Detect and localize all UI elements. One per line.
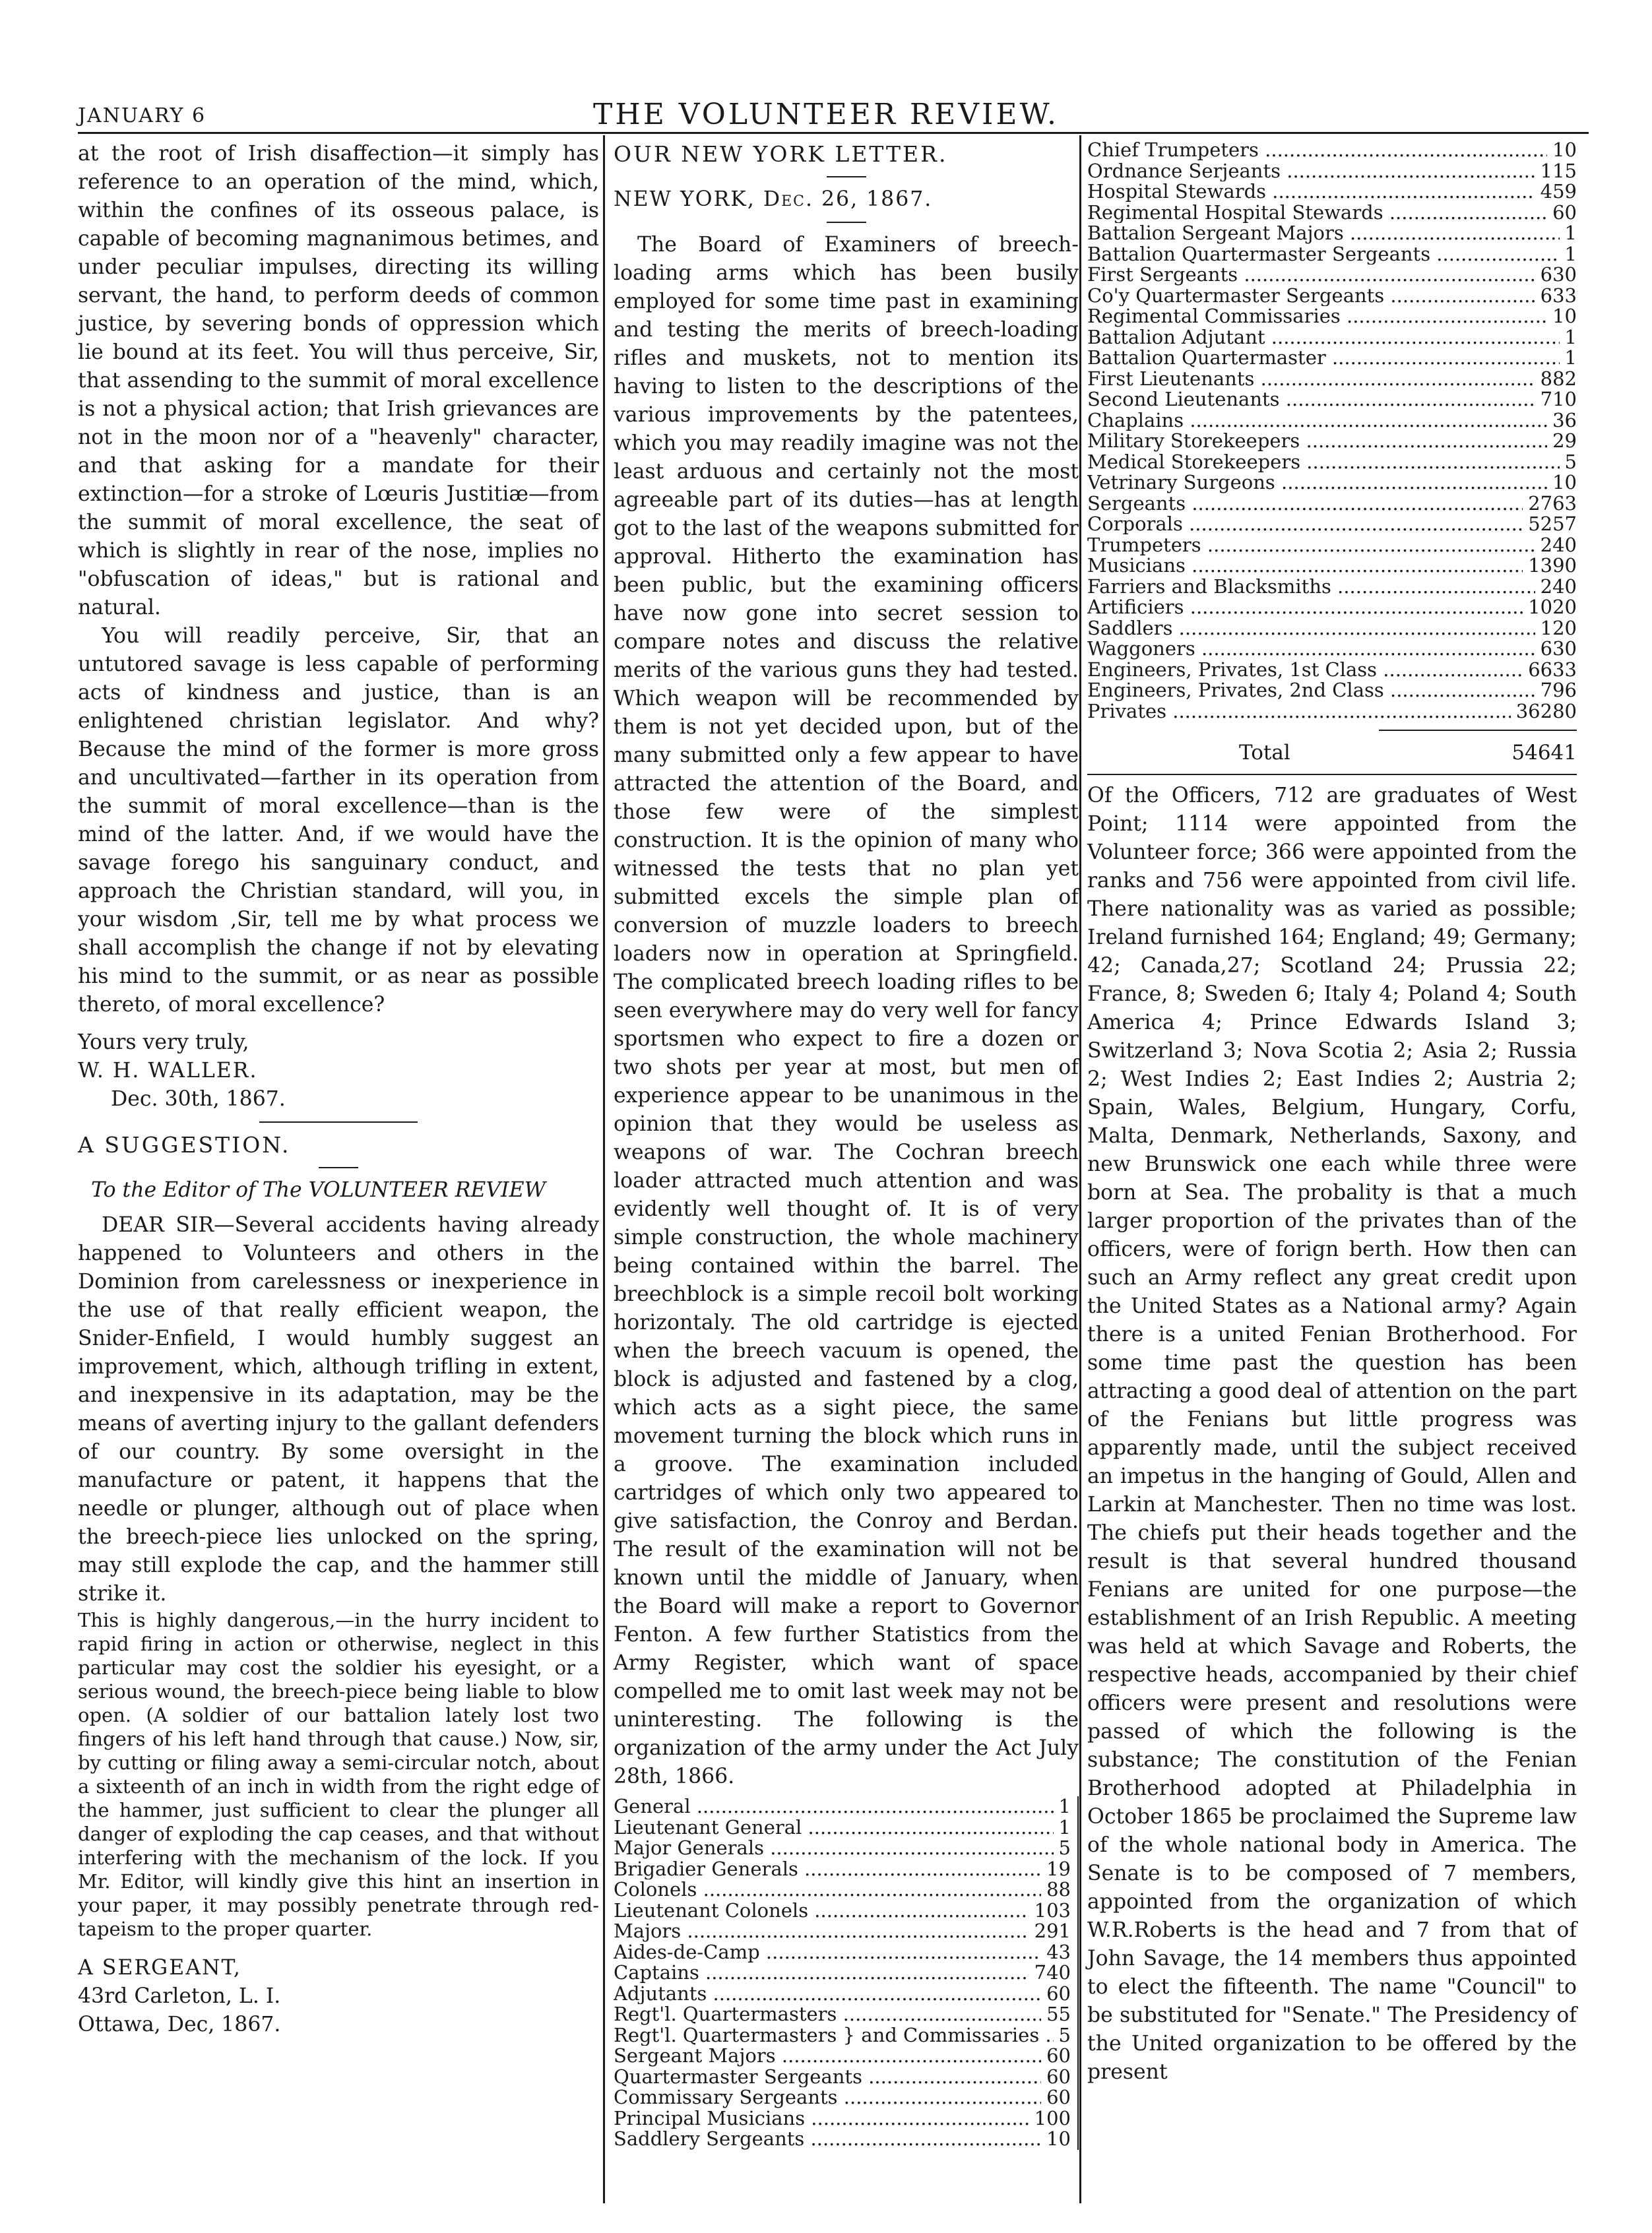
stat-value: 120 <box>1540 616 1577 639</box>
stat-label: Vetrinary Surgeons ..... <box>1087 472 1547 493</box>
stat-value: 740 <box>1034 1961 1071 1984</box>
paragraph: DEAR SIR—Several accidents having already happened to Volunteers and others in the Dominion from carelessness or inexperience in the use of that really efficient weapon, the Snider-Enfield, I would humbly suggest an improvement, which, although trifling in extent, and inexpensive in its adaptation, may be the means of averting injury to the gallant defenders of our country. By some oversight in the manufacture or patent, it happens that the needle or plunger, although out of place when the breech-piece lies unlocked on the spring, may still explode the cap, and the hammer still strike it. <box>78 1213 599 1606</box>
stat-label: Waggoners ..... <box>1087 639 1535 660</box>
stat-value: 1 <box>1564 242 1577 265</box>
stat-label: Artificiers ..... <box>1087 597 1523 618</box>
stat-row <box>1087 161 1577 182</box>
stat-label: Musicians ..... <box>1087 555 1523 577</box>
stat-value: 633 <box>1540 284 1577 307</box>
paragraph: The Board of Examiners of breech-loading arms which has been busily employed for some time past in examining and testing the merits of breech-loading rifles and muskets, not to mention its having to listen to the descriptions of the various improvements by the patentees, which you may readily imagine was not the least arduous and certainly not the most agreeable part of its duties—has at length got to the last of the weapons submitted for approval. Hitherto the examination has been public, but the examining officers have now gone into secret session to compare notes and discuss the relative merits of the various guns they had tested. Which weapon will be recommended by them is not yet decided upon, but of the many submitted only a few appear to have attracted the attention of the Board, and those few were of the simplest construction. It is the opinion of many who witnessed the tests that no plan yet submitted excels the simple plan of conversion of muzzle loaders to breech loaders now in operation at Springfield. The complicated breech loading rifles to be seen everywhere may do very well for fancy sportsmen who expect to fire a dozen or two shots per year at most, but men of experience appear to be unanimous in the opinion that they would be useless as weapons of war. The Cochran breech loader attracted much attention and was evidently well thought of. It is of very simple construction, the whole machinery being contained within the barrel. The breechblock is a simple recoil bolt working horizontaly. The old cartridge is ejected when the breech vacuum is opened, the block is adjusted and fastened by a clog, which acts as a sight piece, the same movement turning the block which runs in a groove. The examination included cartridges of which only two appeared to give satisfaction, the Conroy and Berdan. The result of the examination will not be known until the middle of January, when the Board will make a report to Governor Fenton. A few further Statistics from the Army Register, which want of space compelled me to omit last week may not be uninteresting. The following is the organization of the army under the Act July 28th, 1866. <box>614 233 1079 1788</box>
stat-row <box>614 1984 1071 2005</box>
stat-value: 630 <box>1540 263 1577 286</box>
stat-value: 36 <box>1552 408 1577 431</box>
stat-label: Ordnance Serjeants ..... <box>1087 161 1535 182</box>
stat-value: 36280 <box>1515 699 1577 722</box>
stat-label: Major Generals ..... <box>614 1838 1054 1859</box>
column-middle <box>614 140 1079 2150</box>
signature-line: A SERGEANT, <box>78 1956 241 1980</box>
stat-row <box>1087 493 1577 515</box>
column-left <box>78 140 599 2039</box>
column-right <box>1087 140 1577 2087</box>
stat-row <box>1087 680 1577 701</box>
letter-signature: W. H. WALLER. <box>78 1059 258 1083</box>
stat-label: Saddlers ..... <box>1087 618 1535 639</box>
stat-row <box>614 1921 1071 1942</box>
stat-row <box>614 1817 1071 1839</box>
stat-label: First Sergeants ..... <box>1087 265 1535 286</box>
stat-label: Lieutenant Colonels ..... <box>614 1901 1029 1922</box>
stat-label: Colonels ..... <box>614 1879 1041 1901</box>
stat-label: Second Lieutenants ..... <box>1087 389 1535 410</box>
stat-label: Brigadier Generals ..... <box>614 1859 1041 1880</box>
stat-label: Saddlery Sergeants ..... <box>614 2129 1041 2150</box>
section-rule <box>827 176 866 177</box>
stat-label: Battalion Quartermaster ..... <box>1087 348 1560 369</box>
paragraph: at the root of Irish disaffection—it simply has reference to an operation of the mind, which, within the confines of its osseous palace, is capable of becoming magnanimous betimes, and under peculiar impulses, directing its willing servant, the hand, to perform deeds of common justice, by severing bonds of oppression which lie bound at its feet. You will thus perceive, Sir, that assending to the summit of moral excellence is not a physical action; that Irish grievances are not in the moon nor of a "heavenly" character, and that asking for a mandate for their extinction—for a stroke of Lœuris Justitiæ—from the summit of moral excellence, the seat of which is slightly in rear of the nose, implies no "obfuscation of ideas," but is rational and natural. <box>78 142 599 619</box>
stat-label: Sergeant Majors ..... <box>614 2046 1041 2067</box>
stat-label: Regimental Hospital Stewards ..... <box>1087 203 1547 224</box>
stat-row <box>614 2067 1071 2088</box>
stat-value: 10 <box>1046 2127 1071 2150</box>
stat-value: 2763 <box>1528 491 1577 515</box>
stat-row <box>614 2025 1071 2046</box>
paragraph: You will readily perceive, Sir, that an untutored savage is less capable of performing acts of kindness and justice, than is an enlightened christian legislator. And why? Because the mind of the former is more gross and uncultivated—farther in its operation from the summit of moral excellence—than is the mind of the latter. And, if we would have the savage forego his sanguinary conduct, and approach the Christian standard, will you, in your wisdom ,Sir, tell me by what process we shall accomplish the change if not by elevating his mind to the summit, or as near as possible thereto, of moral excellence? <box>78 624 599 1017</box>
stat-label: Corporals ..... <box>1087 514 1523 535</box>
stat-row <box>614 2087 1071 2108</box>
stat-value: 459 <box>1540 180 1577 203</box>
article-heading: OUR NEW YORK LETTER. <box>614 141 948 167</box>
dateline: NEW YORK, Dec. 26, 1867. <box>614 187 933 211</box>
stat-label: Chief Trumpeters ..... <box>1087 140 1547 161</box>
stat-label: Sergeants ..... <box>1087 493 1523 515</box>
stat-label: Battalion Adjutant ..... <box>1087 327 1560 348</box>
stat-label: Hospital Stewards ..... <box>1087 181 1535 203</box>
column-divider <box>603 135 605 2203</box>
stat-row <box>1087 140 1577 161</box>
stat-row <box>1087 181 1577 203</box>
stat-row <box>1087 618 1577 639</box>
total-label: Total <box>1239 741 1290 765</box>
stat-value: 630 <box>1540 637 1577 660</box>
stat-row <box>1087 660 1577 681</box>
total-value: 54641 <box>1511 741 1577 765</box>
letter-date: Dec. 30th, 1867. <box>111 1087 286 1111</box>
stat-row <box>1087 452 1577 473</box>
stat-value: 882 <box>1540 367 1577 390</box>
stat-value: 1 <box>1058 1815 1071 1839</box>
stat-label: Battalion Quartermaster Sergeants ..... <box>1087 244 1560 265</box>
stat-row <box>1087 369 1577 390</box>
stat-row <box>1087 389 1577 410</box>
header-title: THE VOLUNTEER REVIEW. <box>592 98 1060 131</box>
stat-row <box>1087 597 1577 618</box>
stat-row <box>1087 555 1577 577</box>
stat-row <box>1087 472 1577 493</box>
stat-row <box>1087 639 1577 660</box>
stat-label: Chaplains ..... <box>1087 410 1547 431</box>
stat-label: General ..... <box>614 1796 1054 1817</box>
stat-value: 10 <box>1552 471 1577 493</box>
stat-value: 1390 <box>1528 554 1577 577</box>
stat-row <box>1087 223 1577 244</box>
stat-value: 55 <box>1046 2003 1071 2025</box>
stat-label: Commissary Sergeants ..... <box>614 2087 1041 2108</box>
stat-row <box>614 2046 1071 2067</box>
stat-label: Regimental Commissaries ..... <box>1087 306 1547 327</box>
stat-row <box>1087 431 1577 452</box>
stat-label: Quartermaster Sergeants ..... <box>614 2067 1041 2088</box>
stat-value: 240 <box>1540 575 1577 598</box>
salutation: To the Editor of The VOLUNTEER REVIEW <box>91 1178 546 1202</box>
stat-row <box>1087 265 1577 286</box>
stat-row <box>1087 286 1577 307</box>
stat-row <box>1087 577 1577 598</box>
stat-row <box>614 1796 1071 1817</box>
stat-value: 5 <box>1058 1837 1071 1859</box>
stat-label: Aides-de-Camp ..... <box>614 1942 1041 1963</box>
stat-value: 88 <box>1046 1878 1071 1901</box>
army-stats-table <box>614 1796 1079 2150</box>
stat-value: 1 <box>1564 222 1577 244</box>
stat-value: 19 <box>1046 1857 1071 1880</box>
stat-row <box>1087 203 1577 224</box>
stat-value: 10 <box>1552 305 1577 327</box>
stat-value: 115 <box>1540 159 1577 182</box>
stat-label: Medical Storekeepers ..... <box>1087 452 1560 473</box>
stat-label: Privates ..... <box>1087 701 1511 722</box>
stat-row <box>1087 701 1577 722</box>
stat-label: Principal Musicians ..... <box>614 2108 1029 2129</box>
section-rule <box>827 222 866 223</box>
section-rule <box>1087 774 1577 775</box>
stat-label: Majors ..... <box>614 1921 1029 1942</box>
stat-row <box>614 2108 1071 2129</box>
header-date: JANUARY 6 <box>78 104 206 127</box>
stat-row <box>1087 306 1577 327</box>
paragraph: This is highly dangerous,—in the hurry incident to rapid firing in action or otherwise, neglect in this particular may cost the soldier his eyesight, or a serious wound, the breech-piece being liable to blow open. (A soldier of our battalion lately lost two fingers of his left hand through that cause.) Now, sir, by cutting or filing away a semi-circular notch, about a sixteenth of an inch in width from the right edge of the hammer, just sufficient to clear the plunger all danger of exploding the cap ceases, and that without interfering with the mechanism of the lock. If you Mr. Editor, will kindly give this hint an insertion in your paper, it may possibly penetrate through red-tapeism to the proper quarter. <box>78 1609 599 1940</box>
stat-label: Co'y Quartermaster Sergeants ..... <box>1087 286 1535 307</box>
stat-label: Adjutants ..... <box>614 1984 1041 2005</box>
stat-row <box>614 2129 1071 2150</box>
stat-row <box>614 1859 1071 1880</box>
stat-row <box>1087 410 1577 431</box>
stat-value: 710 <box>1540 388 1577 410</box>
stat-label: Captains ..... <box>614 1963 1029 1984</box>
stat-label: Lieutenant General ..... <box>614 1817 1054 1839</box>
stat-value: 60 <box>1046 1982 1071 2005</box>
total-rule <box>1379 730 1577 731</box>
stat-label: Engineers, Privates, 2nd Class ..... <box>1087 680 1535 701</box>
stat-row <box>1087 327 1577 348</box>
paragraph: Of the Officers, 712 are graduates of West Point; 1114 were appointed from the Volunteer force; 366 were appointed from the ranks and 756 were appointed from civil life. There nationality was as varied as possible; Ireland furnished 164; England; 49; Germany; 42; Canada,27; Scotland 24; Prussia 22; France, 8; Sweden 6; Italy 4; Poland 4; South America 4; Prince Edwards Island 3; Switzerland 3; Nova Scotia 2; Asia 2; Russia 2; West Indies 2; East Indies 2; Austria 2; Spain, Wales, Belgium, Hungary, Corfu, Malta, Denmark, Netherlands, Saxony, and new Brunswick one each while three were born at Sea. The probality is that a much larger proportion of the privates than of the officers, were of forign berth. How then can such an Army reflect any great credit upon the United States as a National army? Again there is a united Fenian Brotherhood. For some time past the question has been attracting a good deal of attention on the part of the Fenians but little progress was apparently made, until the subject received an impetus in the hanging of Gould, Allen and Larkin at Manchester. Then no time was lost. The chiefs put their heads together and the result is that several hundred thousand Fenians are united for one purpose—the establishment of an Irish Republic. A meeting was held at which Savage and Roberts, the respective heads, accompanied by their chief officers were present and resolutions were passed of which the following is the substance; The constitution of the Fenian Brotherhood adopted at Philadelphia in October 1865 be proclaimed the Supreme law of the whole national body in America. The Senate is to be composed of 7 members, appointed from the organization of which W.R.Roberts is the head and 7 from that of John Savage, the 14 members thus appointed to elect the fifteenth. The name "Council" to be substituted for "Senate." The Presidency of the United organization to be offered by the present <box>1087 784 1577 2084</box>
column-divider <box>1079 135 1081 2203</box>
stat-value: 60 <box>1046 2065 1071 2088</box>
stat-value: 1020 <box>1528 596 1577 618</box>
stat-row <box>614 1838 1071 1859</box>
stat-label: First Lieutenants ..... <box>1087 369 1535 390</box>
stat-value: 240 <box>1540 533 1577 556</box>
stat-value: 10 <box>1552 139 1577 161</box>
stat-row <box>614 1901 1071 1922</box>
stat-value: 103 <box>1034 1899 1071 1922</box>
stat-value: 100 <box>1034 2106 1071 2129</box>
stat-value: 29 <box>1552 429 1577 452</box>
stat-value: 6633 <box>1528 658 1577 681</box>
stat-value: 291 <box>1034 1920 1071 1942</box>
stat-value: 5257 <box>1528 513 1577 535</box>
letter-closing: Yours very truly, <box>78 1030 249 1054</box>
stat-label: Battalion Sergeant Majors ..... <box>1087 223 1560 244</box>
stat-value: 1 <box>1058 1795 1071 1817</box>
stat-value: 43 <box>1046 1940 1071 1963</box>
stat-value: 60 <box>1046 2086 1071 2108</box>
stat-label: Trumpeters ..... <box>1087 535 1535 556</box>
stat-value: 1 <box>1564 325 1577 348</box>
stat-label: Regt'l. Quartermasters ..... <box>614 2004 1041 2025</box>
stat-row <box>1087 348 1577 369</box>
section-rule <box>319 1167 358 1168</box>
stat-label: Engineers, Privates, 1st Class ..... <box>1087 660 1523 681</box>
stat-row <box>614 1942 1071 1963</box>
stat-value: 796 <box>1540 679 1577 701</box>
place-date: Ottawa, Dec, 1867. <box>78 2013 281 2036</box>
stat-row <box>614 1963 1071 1984</box>
signature-line: 43rd Carleton, L. I. <box>78 1984 281 2008</box>
army-stats-table-continued <box>1087 140 1577 722</box>
stat-label: Regt'l. Quartermasters } and Commissaries ..... <box>614 2025 1054 2046</box>
stat-value: 1 <box>1564 346 1577 369</box>
stat-row <box>1087 535 1577 556</box>
stat-value: 60 <box>1552 201 1577 224</box>
stat-label: Military Storekeepers ..... <box>1087 431 1547 452</box>
stat-label: Farriers and Blacksmiths ..... <box>1087 577 1535 598</box>
stat-row <box>1087 514 1577 535</box>
stat-row <box>1087 244 1577 265</box>
stat-row <box>614 1879 1071 1901</box>
total-row <box>1087 739 1577 767</box>
section-heading: A SUGGESTION. <box>78 1132 291 1158</box>
stat-value: 5 <box>1564 450 1577 473</box>
stat-value: 5 <box>1058 2023 1071 2046</box>
stat-value: 60 <box>1046 2044 1071 2067</box>
section-rule <box>259 1121 418 1123</box>
stat-row <box>614 2004 1071 2025</box>
header-rule <box>78 132 1589 134</box>
